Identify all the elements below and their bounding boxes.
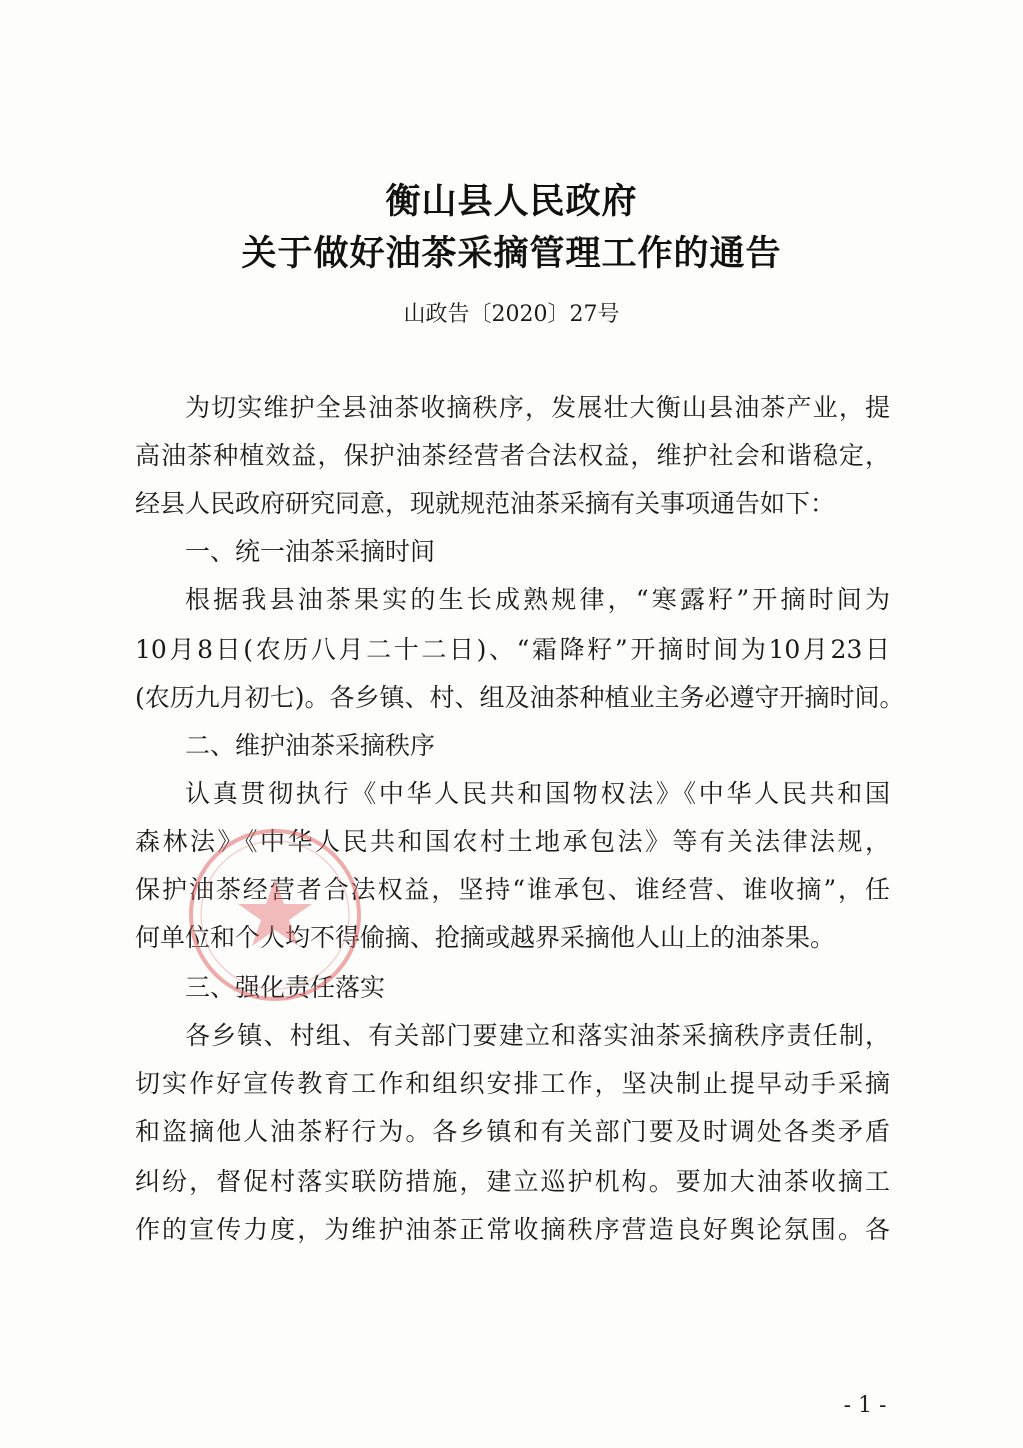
section1-line: 根据我县油茶果实的生长成熟规律，“寒露籽”开摘时间为 [185,585,890,614]
intro-line: 为切实维护全县油茶收摘秩序，发展壮大衡山县油茶产业，提 [185,393,890,422]
section1-line: 10月8日(农历八月二十二日)、“霜降籽”开摘时间为10月23日 [135,635,890,664]
section2-line: 认真贯彻执行《中华人民共和国物权法》《中华人民共和国 [185,779,890,808]
document-number: 山政告〔2020〕27号 [403,302,620,327]
intro-line: 高油茶种植效益，保护油茶经营者合法权益，维护社会和谐稳定， [135,441,890,470]
page-number: - 1 - [843,1393,887,1418]
section3-line: 切实作好宣传教育工作和组织安排工作，坚决制止提早动手采摘 [135,1069,890,1098]
document-title-line1: 衡山县人民政府 [385,181,638,222]
section3-line: 和盗摘他人油茶籽行为。各乡镇和有关部门要及时调处各类矛盾 [135,1117,890,1146]
section2-line: 保护油茶经营者合法权益，坚持“谁承包、谁经营、谁收摘”，任 [135,875,890,904]
section1-line: (农历九月初七)。各乡镇、村、组及油茶种植业主务必遵守开摘时间。 [135,683,905,712]
section3-line: 纠纷，督促村落实联防措施，建立巡护机构。要加大油茶收摘工 [135,1167,890,1196]
section3-line: 作的宣传力度，为维护油茶正常收摘秩序营造良好舆论氛围。各 [135,1215,890,1244]
section-heading-1: 一、统一油茶采摘时间 [185,537,436,566]
section-heading-2: 二、维护油茶采摘秩序 [185,731,436,760]
section-heading-3: 三、强化责任落实 [185,973,386,1002]
section2-line: 森林法》《中华人民共和国农村土地承包法》等有关法律法规， [135,827,890,856]
section2-line: 何单位和个人均不得偷摘、抢摘或越界采摘他人山上的油茶果。 [135,923,836,952]
document-title-line2: 关于做好油茶采摘管理工作的通告 [241,233,782,274]
intro-line: 经县人民政府研究同意，现就规范油茶采摘有关事项通告如下： [135,489,836,518]
section3-line: 各乡镇、村组、有关部门要建立和落实油茶采摘秩序责任制， [185,1021,890,1050]
